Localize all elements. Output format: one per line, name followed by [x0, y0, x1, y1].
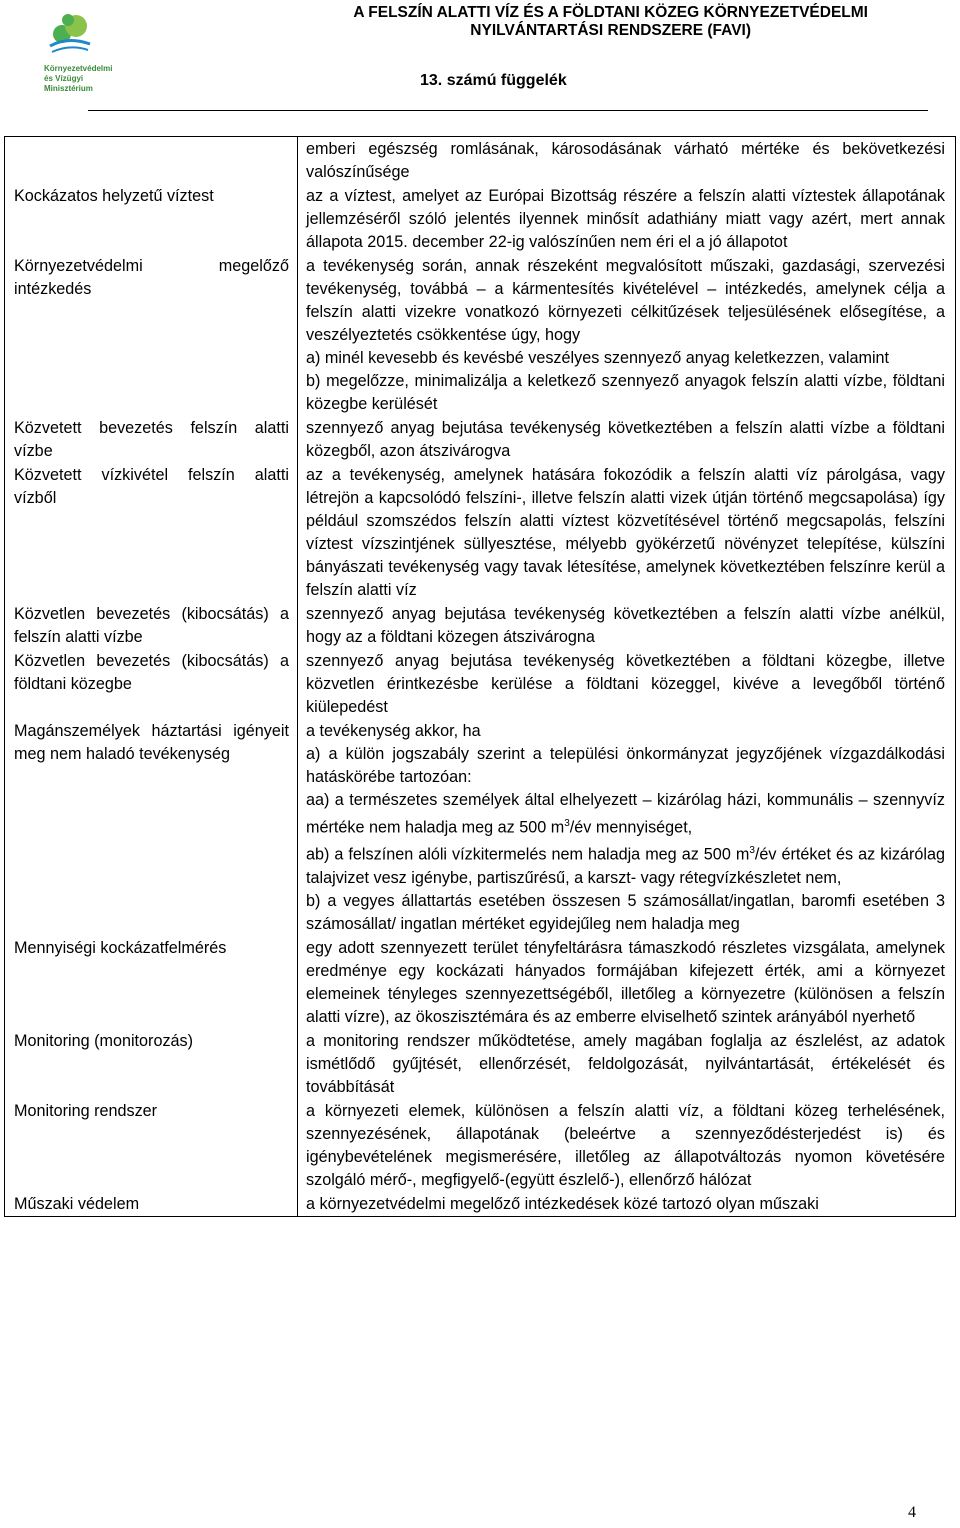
definition-paragraph: egy adott szennyezett terület tényfeltárásra támaszkodó részletes vizsgálata, amelynek eredménye egy kockázati hányados formájában kifejezett érték, ami a környezet elemeinek tényleges szennyezettségéből, illetőleg a környezetre (különösen a felszín alatti vízre), az ökoszisztémára és az emberre elviselhető szintek arányából nyerhető [306, 938, 945, 1026]
definition-paragraph: emberi egészség romlásának, károsodásának várható mértéke és bekövetkezési valószínűsége [306, 140, 945, 181]
logo-text-line: Minisztérium [44, 84, 93, 93]
definition-paragraph: a tevékenység során, annak részeként megvalósított műszaki, gazdasági, szervezési tevékenység, továbbá – a kármentesítés kivételével – intézkedés, amelynek célja a felszín alatti vizekre vonatkozó környezeti célkitűzések teljesülésének elősegítése, a veszélyeztetés csökkentése úgy, hogy [306, 257, 945, 344]
glossary-term: Mennyiségi kockázatfelmérés [14, 938, 227, 957]
definition-paragraph: szennyező anyag bejutása tevékenység következtében a felszín alatti vízbe anélkül, hogy az a földtani közegen átszivárogna [306, 605, 945, 646]
appendix-label [420, 72, 567, 90]
glossary-term: Közvetlen bevezetés (kibocsátás) a felszín alatti vízbe [14, 605, 289, 646]
definition-paragraph: a monitoring rendszer működtetése, amely magában foglalja az észlelést, az adatok ismétlődő gyűjtését, ellenőrzését, feldolgozását, nyilvántartását, értékelését és továbbítását [306, 1031, 945, 1096]
glossary-row [5, 137, 956, 185]
glossary-row [5, 719, 956, 936]
glossary-row [5, 1192, 956, 1217]
glossary-term: Közvetett bevezetés felszín alatti vízbe [14, 419, 289, 460]
logo-caption [44, 64, 112, 94]
definition-paragraph: a) minél kevesebb és kevésbé veszélyes szennyező anyag keletkezzen, valamint [306, 349, 890, 367]
glossary-row [5, 602, 956, 649]
definition-paragraph: a környezeti elemek, különösen a felszín alatti víz, a földtani közeg terhelésének, szennyezésének, állapotának (beleértve a szennyeződésterjedést is) és igénybevételének megismerésére, illetőleg az állapotváltozás nyomon követésére szolgáló mérő-, megfigyelő-(együtt észlelő-), ellenőrző hálózat [306, 1101, 945, 1189]
glossary-row [5, 936, 956, 1029]
glossary-row [5, 254, 956, 416]
glossary-row [5, 463, 956, 602]
appendix-text: 13. számú függelék [420, 72, 567, 89]
glossary-row [5, 1029, 956, 1099]
glossary-definition [298, 602, 956, 649]
logo-text-line: Környezetvédelmi [44, 64, 113, 73]
definition-paragraph: a) a külön jogszabály szerint a települési önkormányzat jegyzőjének vízgazdálkodási hatáskörébe tartozóan: [306, 745, 945, 786]
header-title-line2: NYILVÁNTARTÁSI RENDSZERE (FAVI) [470, 22, 752, 39]
definition-paragraph: szennyező anyag bejutása tevékenység következtében a földtani közegbe, illetve közvetlen érintkezésbe kerülése a földtani közeggel, kivéve a levegőből történő kiülepedést [306, 652, 945, 716]
glossary-definition [298, 1029, 956, 1099]
glossary-term: Monitoring rendszer [14, 1101, 158, 1120]
glossary-row [5, 649, 956, 719]
glossary-definition [298, 137, 956, 185]
glossary-row [5, 416, 956, 463]
glossary-term: Kockázatos helyzetű víztest [14, 187, 214, 205]
glossary-term: Közvetett vízkivétel felszín alatti vízből [14, 466, 289, 507]
glossary-definition [298, 936, 956, 1029]
glossary-definition [298, 719, 956, 936]
glossary-definition [298, 1192, 956, 1217]
glossary-row [5, 184, 956, 254]
logo-tree-icon [38, 6, 138, 66]
definition-paragraph: aa) a természetes személyek által elhelyezett – kizárólag házi, kommunális – szennyvíz mértéke nem haladja meg az 500 $m^3/év$ mennyiséget, [306, 791, 945, 837]
glossary-term: Műszaki védelem [14, 1194, 140, 1213]
document-header [353, 4, 868, 40]
definition-paragraph: az a tevékenység, amelynek hatására fokozódik a felszín alatti víz párolgása, vagy létrejön a kapcsolódó felszíni-, illetve felszín alatti vizek útján történő megcsapolása) így például szomszédos felszín alatti víztest közvetítésével történő megcsapolás, felszíni víztest vízszintjének süllyesztése, mélyebb gyökérzetű növényzet telepítése, külszíni bányászati tevékenység vagy tavak létesítése, amelynek következtében felszínre kerül a felszín alatti víz [306, 466, 945, 599]
definition-paragraph: az a víztest, amelyet az Európai Bizottság részére a felszín alatti víztestek állapotának jellemzéséről szóló jelentés ilyennek minősít adathiány miatt vagy azért, mert annak állapota 2015. december 22-ig valószínűen nem éri el a jó állapotot [306, 187, 945, 251]
glossary-row [5, 1099, 956, 1192]
glossary-table [4, 136, 956, 1217]
header-rule [88, 110, 928, 111]
glossary-term [5, 137, 298, 185]
glossary-term: Magánszemélyek háztartási igényeit meg nem haladó tevékenység [14, 722, 289, 763]
glossary-definition [298, 416, 956, 463]
glossary-definition [298, 649, 956, 719]
glossary-definition [298, 184, 956, 254]
logo-text-line: és Vízügyi [44, 74, 84, 83]
glossary-definition [298, 1099, 956, 1192]
glossary-definition [298, 254, 956, 416]
glossary-term: Monitoring (monitorozás) [14, 1031, 194, 1050]
definition-paragraph: b) a vegyes állattartás esetében összesen 5 számosállat/ingatlan, baromfi esetében 3 számosállat/ ingatlan mértéket egyidejűleg nem haladja meg [306, 891, 945, 933]
superscript: 3 [749, 845, 755, 857]
superscript: 3 [564, 818, 570, 829]
page-number: 4 [908, 1504, 916, 1521]
definition-paragraph: a környezetvédelmi megelőző intézkedések közé tartozó olyan műszaki [306, 1194, 819, 1213]
glossary-body [5, 137, 956, 1217]
glossary-definition [298, 463, 956, 602]
glossary-term: Közvetlen bevezetés (kibocsátás) a földtani közegbe [14, 652, 289, 693]
definition-paragraph: szennyező anyag bejutása tevékenység következtében a felszín alatti vízbe a földtani közegből, azon átszivárogva [306, 419, 945, 460]
definition-paragraph: ab) a felszínen alóli vízkitermelés nem haladja meg az 500 $m^3/év$ értéket és az kizárólag talajvizet vesz igénybe, partiszűrésű, a karszt- vagy rétegvízkészletet nem, [306, 845, 945, 887]
header-title-line1: A FELSZÍN ALATTI VÍZ ÉS A FÖLDTANI KÖZEG KÖRNYEZETVÉDELMI [353, 4, 868, 21]
definition-paragraph: b) megelőzze, minimalizálja a keletkező szennyező anyagok felszín alatti vízbe, földtani közegbe kerülését [306, 372, 945, 413]
glossary-term: Környezetvédelmi megelőző intézkedés [14, 257, 289, 298]
definition-paragraph: a tevékenység akkor, ha [306, 722, 481, 740]
